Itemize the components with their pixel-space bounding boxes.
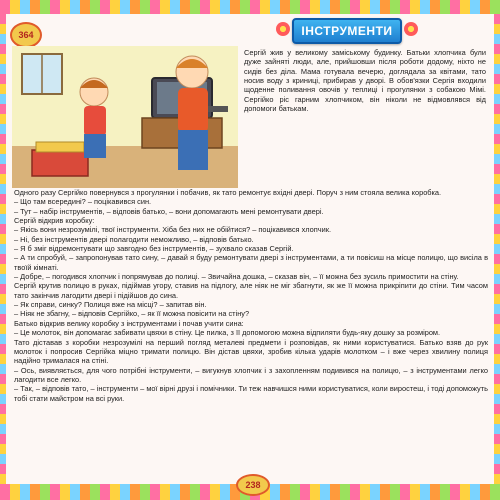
boy-and-father-illustration [12,46,238,188]
paragraph: – Так, – відповів тато, – інструменти – мої вірні друзі і помічники. Ти теж навчишся ними користуватися, коли виростеш, і тоді допоможуть тобі стати майстром на всі руки. [14,384,488,403]
story-title: ІНСТРУМЕНТИ [292,18,402,44]
flower-icon [276,22,290,36]
paragraph: – Ніяк не збагну, – відповів Сергійко, – як її можна повісити на стіну? [14,309,250,319]
paragraph: – Добре, – погодився хлопчик і попрямував до полиці. – Звичайна дошка, – сказав він, – її можна без зусиль примостити на стіну. [14,272,459,282]
paragraph: Сергій крутив полицю в руках, підіймав угору, ставив на підлогу, але ніяк не міг збагнути, як же її можна прикріпити до стіни. Тим часом тато закінчив лагодити двері і підійшов до сина. [14,281,488,300]
paragraph: – Тут – набір інструментів, – відповів батько, – вони допомагають мені ремонтувати двері. [14,206,324,216]
paragraph: Тато діставав з коробки незрозумілі на перший погляд металеві предмети і розповідав, як ними користуватися. Батько взяв до рук молоток і попросив Сергійка міцно тримати полицю. Він дістав цвяхи, зробив кілька ударів молотком – і вже через хвилину полиця надійно трималася на стіні. [14,337,488,366]
paragraph: – Ось, виявляється, для чого потрібні інструменти, – вигукнув хлопчик і з захопленням подивився на полицю, – з інструментами легко лагодити все легко. [14,365,488,384]
paragraph: Одного разу Сергійко повернувся з прогулянки і побачив, як тато ремонтує вхідні двері. Поруч з ним стояла велика коробка. [14,188,442,197]
story-number-badge: 364 [10,22,42,48]
paragraph: – Ні, без інструментів двері полагодити неможливо, – відповів батько. [14,234,254,244]
story-intro-paragraph [244,48,486,113]
paragraph: – Якісь вони незрозумілі, твої інструменти. Хіба без них не обійтися? – поцікавився хлопчик. [14,225,332,235]
paragraph: – Я б зміг відремонтувати що завгодно без інструментів, – зухвало сказав Сергій. [14,244,294,254]
paragraph: – Це молоток, він допомагає забивати цвяхи в стіну. Це пилка, з її допомогою можна відпиляти будь-яку дошку за розміром. [14,328,441,338]
decorative-border-top [0,0,500,14]
flower-icon [404,22,418,36]
paragraph: – Як справи, синку? Полиця вже на місці? – запитав він. [14,300,207,310]
paragraph: – А ти спробуй, – запропонував тато сину, – давай я буду ремонтувати двері з інструментами, а ти повісиш на місце полицю, що висіла в твоїй кімнаті. [14,253,488,272]
decorative-border-left [0,14,6,484]
story-body [14,188,488,403]
paragraph: Батько відкрив велику коробку з інструментами і почав учити сина: [14,318,244,328]
decorative-border-right [494,14,500,484]
paragraph: Сергій відкрив коробку: [14,216,95,226]
paragraph: – Що там всередині? – поцікавився син. [14,197,152,207]
page-number: 238 [236,474,270,496]
intro-text: Сергій жив у великому заміському будинку. Батьки хлопчика були дуже зайняті люди, але, прийшовши після роботи додому, ніхто не сидів без діла. Мама готувала вечерю, доглядала за квітами, тато носив воду з криниці, прибирав у дворі. В обов'язки Сергія входили щоденне поливання овочів у теплиці і прогулянки з собакою Мімі. Сергійко ріс гарним хлопчиком, він ніколи не відмовлявся від допомоги батькам. [244,48,486,114]
